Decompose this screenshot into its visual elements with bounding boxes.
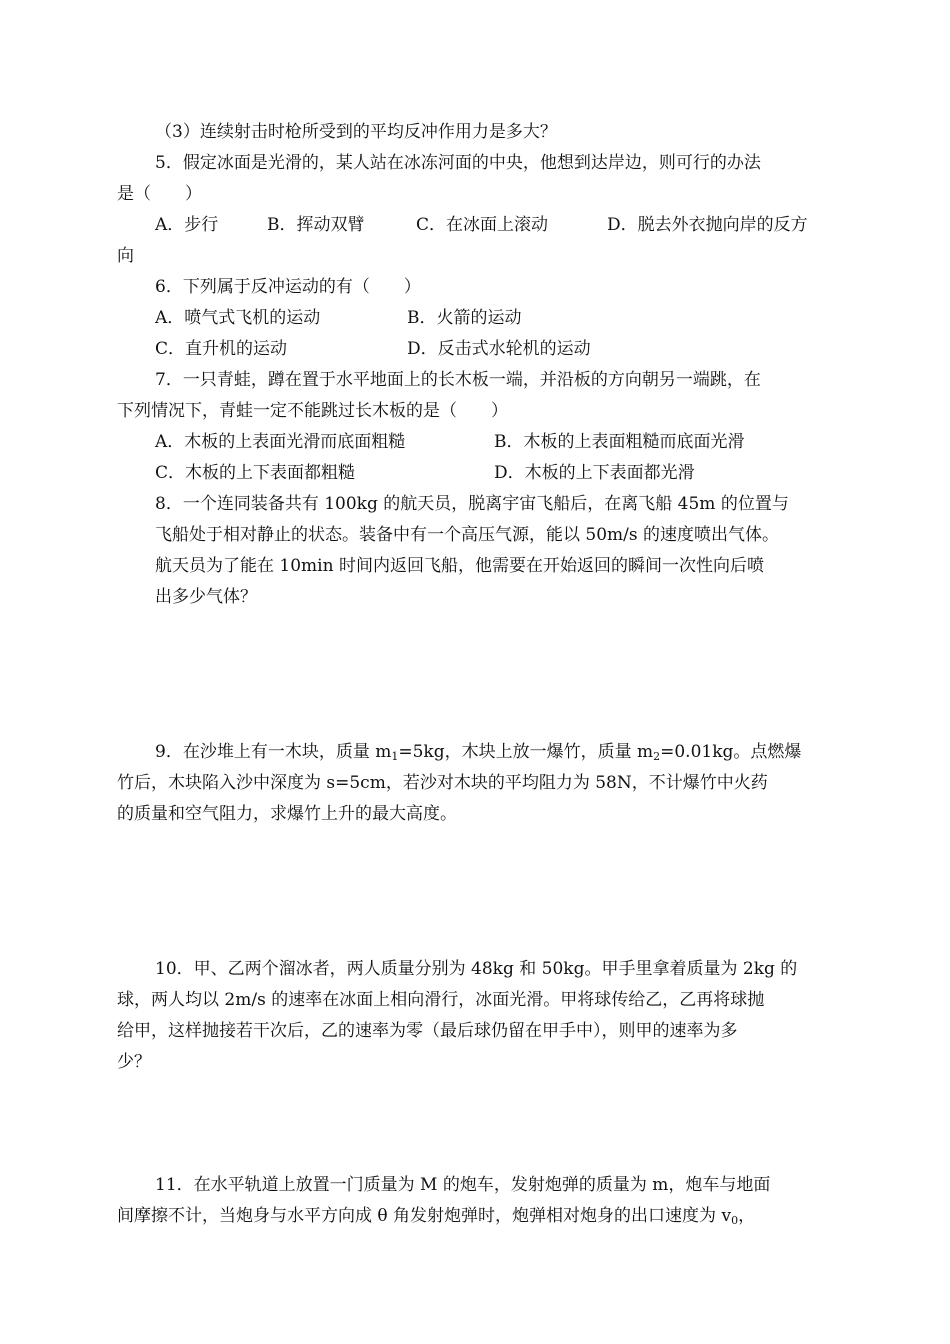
q5-option-a: A．步行: [155, 215, 219, 235]
q5-stem-line1: 5．假定冰面是光滑的，某人站在冰冻河面的中央，他想到达岸边，则可行的办法: [155, 153, 761, 173]
q5-stem-line2: 是（ ）: [117, 184, 202, 204]
q7-stem-line2: 下列情况下，青蛙一定不能跳过长木板的是（ ）: [117, 401, 508, 421]
q4-sub3-text: （3）连续射击时枪所受到的平均反冲作用力是多大？: [155, 122, 557, 142]
q9-line1-part-c: =0.01kg。点燃爆: [660, 742, 802, 762]
q9-sub-2: 2: [653, 750, 661, 763]
q6-option-d: D．反击式水轮机的运动: [407, 339, 591, 359]
q10-line3: 给甲，这样抛接若干次后，乙的速率为零（最后球仍留在甲手中），则甲的速率为多: [117, 1021, 738, 1041]
q11-line2: [117, 1205, 755, 1227]
q7-option-a: A．木板的上表面光滑而底面粗糙: [155, 432, 406, 452]
q8-line1: 8．一个连同装备共有 100kg 的航天员，脱离宇宙飞船后，在离飞船 45m 的位置与: [155, 494, 789, 514]
q7-stem-line1: 7．一只青蛙，蹲在置于水平地面上的长木板一端，并沿板的方向朝另一端跳，在: [155, 370, 761, 390]
q10-line4: 少？: [117, 1052, 151, 1072]
q9-line1-part-a: 9．在沙堆上有一木块，质量 m: [155, 742, 392, 762]
q7-option-c: C．木板的上下表面都粗糙: [155, 463, 356, 483]
q9-line1: [155, 741, 801, 763]
q5-option-c: C．在冰面上滚动: [416, 215, 549, 235]
q9-sub-1: 1: [391, 750, 399, 763]
q6-stem: 6．下列属于反冲运动的有（ ）: [155, 277, 421, 297]
q6-option-a: A．喷气式飞机的运动: [155, 308, 321, 328]
q11-line2-part-a: 间摩擦不计，当炮身与水平方向成 θ 角发射炮弹时，炮弹相对炮身的出口速度为 v: [117, 1206, 732, 1226]
q9-line3: 的质量和空气阻力，求爆竹上升的最大高度。: [117, 804, 457, 824]
q7-option-d: D．木板的上下表面都光滑: [494, 463, 695, 483]
q5-option-b: B．挥动双臂: [267, 215, 365, 235]
q10-line2: 球，两人均以 2m/s 的速率在冰面上相向滑行，冰面光滑。甲将球传给乙，乙再将球抛: [117, 990, 765, 1010]
q8-line4: 出多少气体？: [155, 587, 257, 607]
q6-option-b: B．火箭的运动: [407, 308, 522, 328]
q8-line3: 航天员为了能在 10min 时间内返回飞船，他需要在开始返回的瞬间一次性向后喷: [155, 556, 764, 576]
q9-line1-part-b: =5kg，木块上放一爆竹，质量 m: [398, 742, 654, 762]
q6-option-c: C．直升机的运动: [155, 339, 288, 359]
q11-line2-part-b: ，: [738, 1206, 756, 1226]
q5-option-d-wrap: 向: [117, 246, 134, 266]
q11-sub-0: 0: [731, 1214, 739, 1227]
q9-line2: 竹后，木块陷入沙中深度为 s=5cm，若沙对木块的平均阻力为 58N，不计爆竹中火药: [117, 773, 768, 793]
q10-line1: 10．甲、乙两个溜冰者，两人质量分别为 48kg 和 50kg。甲手里拿着质量为 2kg 的: [155, 959, 798, 979]
q5-option-d: D．脱去外衣抛向岸的反方: [607, 215, 808, 235]
q8-line2: 飞船处于相对静止的状态。装备中有一个高压气源，能以 50m/s 的速度喷出气体。: [155, 525, 780, 545]
q11-line1: 11．在水平轨道上放置一门质量为 M 的炮车，发射炮弹的质量为 m，炮车与地面: [155, 1175, 771, 1195]
q7-option-b: B．木板的上表面粗糙而底面光滑: [494, 432, 745, 452]
